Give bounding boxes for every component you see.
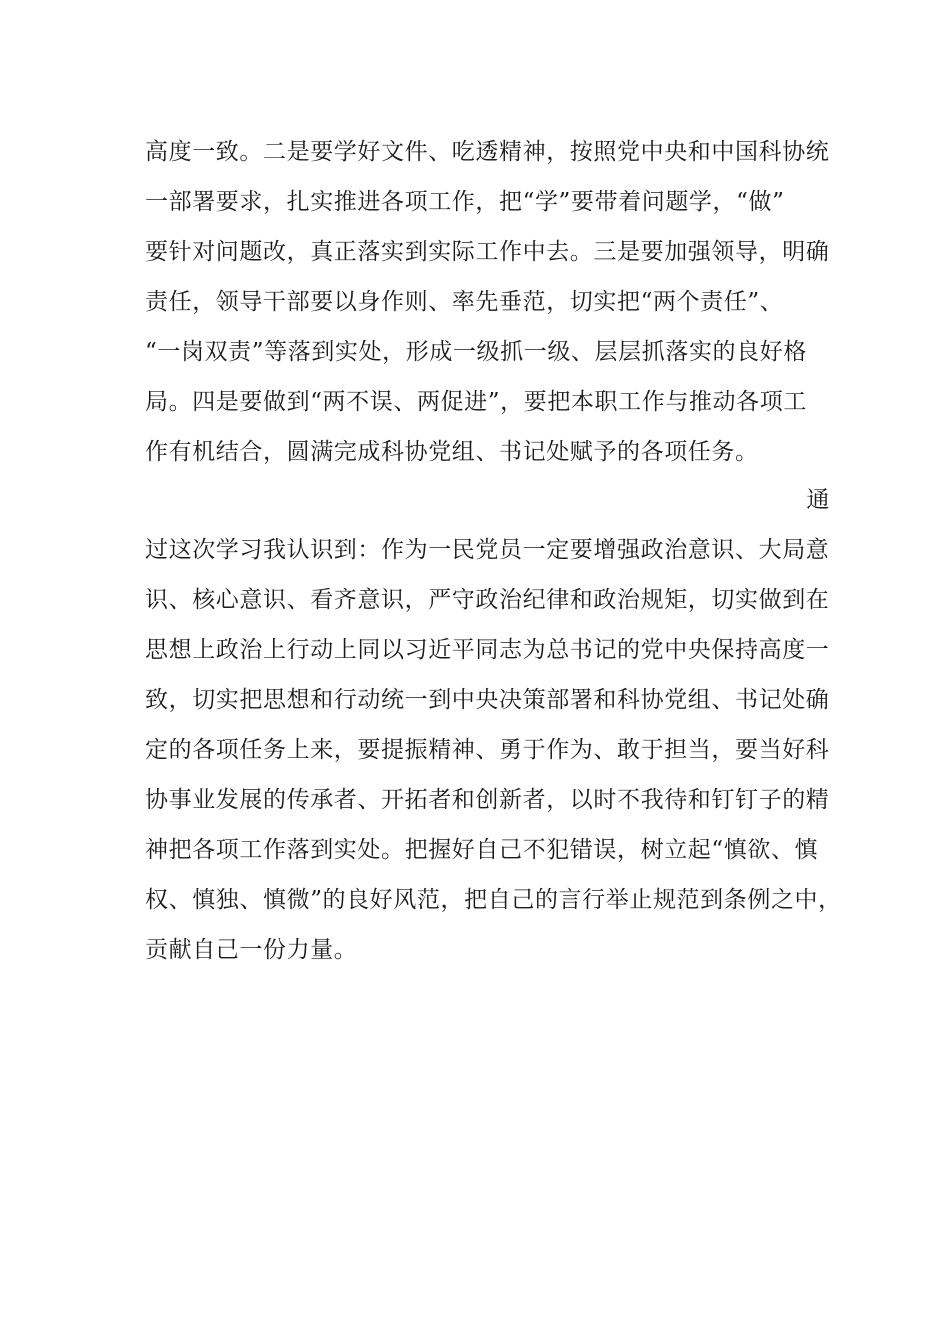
paragraph1-line-6: 局。四是要做到“两不误、两促进”，要把本职工作与推动各项工 <box>145 389 807 415</box>
paragraph1-line-5: “一岗双责”等落到实处，形成一级抓一级、层层抓落实的良好格 <box>145 339 807 365</box>
paragraph1-line-4: 责任，领导干部要以身作则、率先垂范，切实把“两个责任”、 <box>145 289 784 315</box>
paragraph2-line-4: 致，切实把思想和行动统一到中央决策部署和科协党组、书记处确 <box>145 687 830 713</box>
paragraph1-line-7: 作有机结合，圆满完成科协党组、书记处赋予的各项任务。 <box>145 439 759 465</box>
paragraph2-line-8: 权、慎独、慎微”的良好风范，把自己的言行举止规范到条例之中， <box>145 887 842 913</box>
paragraph2-line-1: 过这次学习我认识到：作为一民党员一定要增强政治意识、大局意 <box>145 537 830 563</box>
paragraph1-line-2: 一部署要求，扎实推进各项工作，把“学”要带着问题学，“做” <box>145 189 785 215</box>
paragraph2-first-char: 通 <box>806 487 830 513</box>
paragraph2-line-7: 神把各项工作落到实处。把握好自己不犯错误，树立起“慎欲、慎 <box>145 837 819 863</box>
paragraph2-line-9: 贡献自己一份力量。 <box>145 937 358 963</box>
paragraph1-line-3: 要针对问题改，真正落实到实际工作中去。三是要加强领导，明确 <box>145 239 830 265</box>
paragraph2-line-2: 识、核心意识、看齐意识，严守政治纪律和政治规矩，切实做到在 <box>145 587 830 613</box>
paragraph2-line-3: 思想上政治上行动上同以习近平同志为总书记的党中央保持高度一 <box>145 637 830 663</box>
paragraph2-line-5: 定的各项任务上来，要提振精神、勇于作为、敢于担当，要当好科 <box>145 737 830 763</box>
paragraph1-line-1: 高度一致。二是要学好文件、吃透精神，按照党中央和中国科协统 <box>145 139 830 165</box>
paragraph2-line-6: 协事业发展的传承者、开拓者和创新者，以时不我待和钉钉子的精 <box>145 787 830 813</box>
